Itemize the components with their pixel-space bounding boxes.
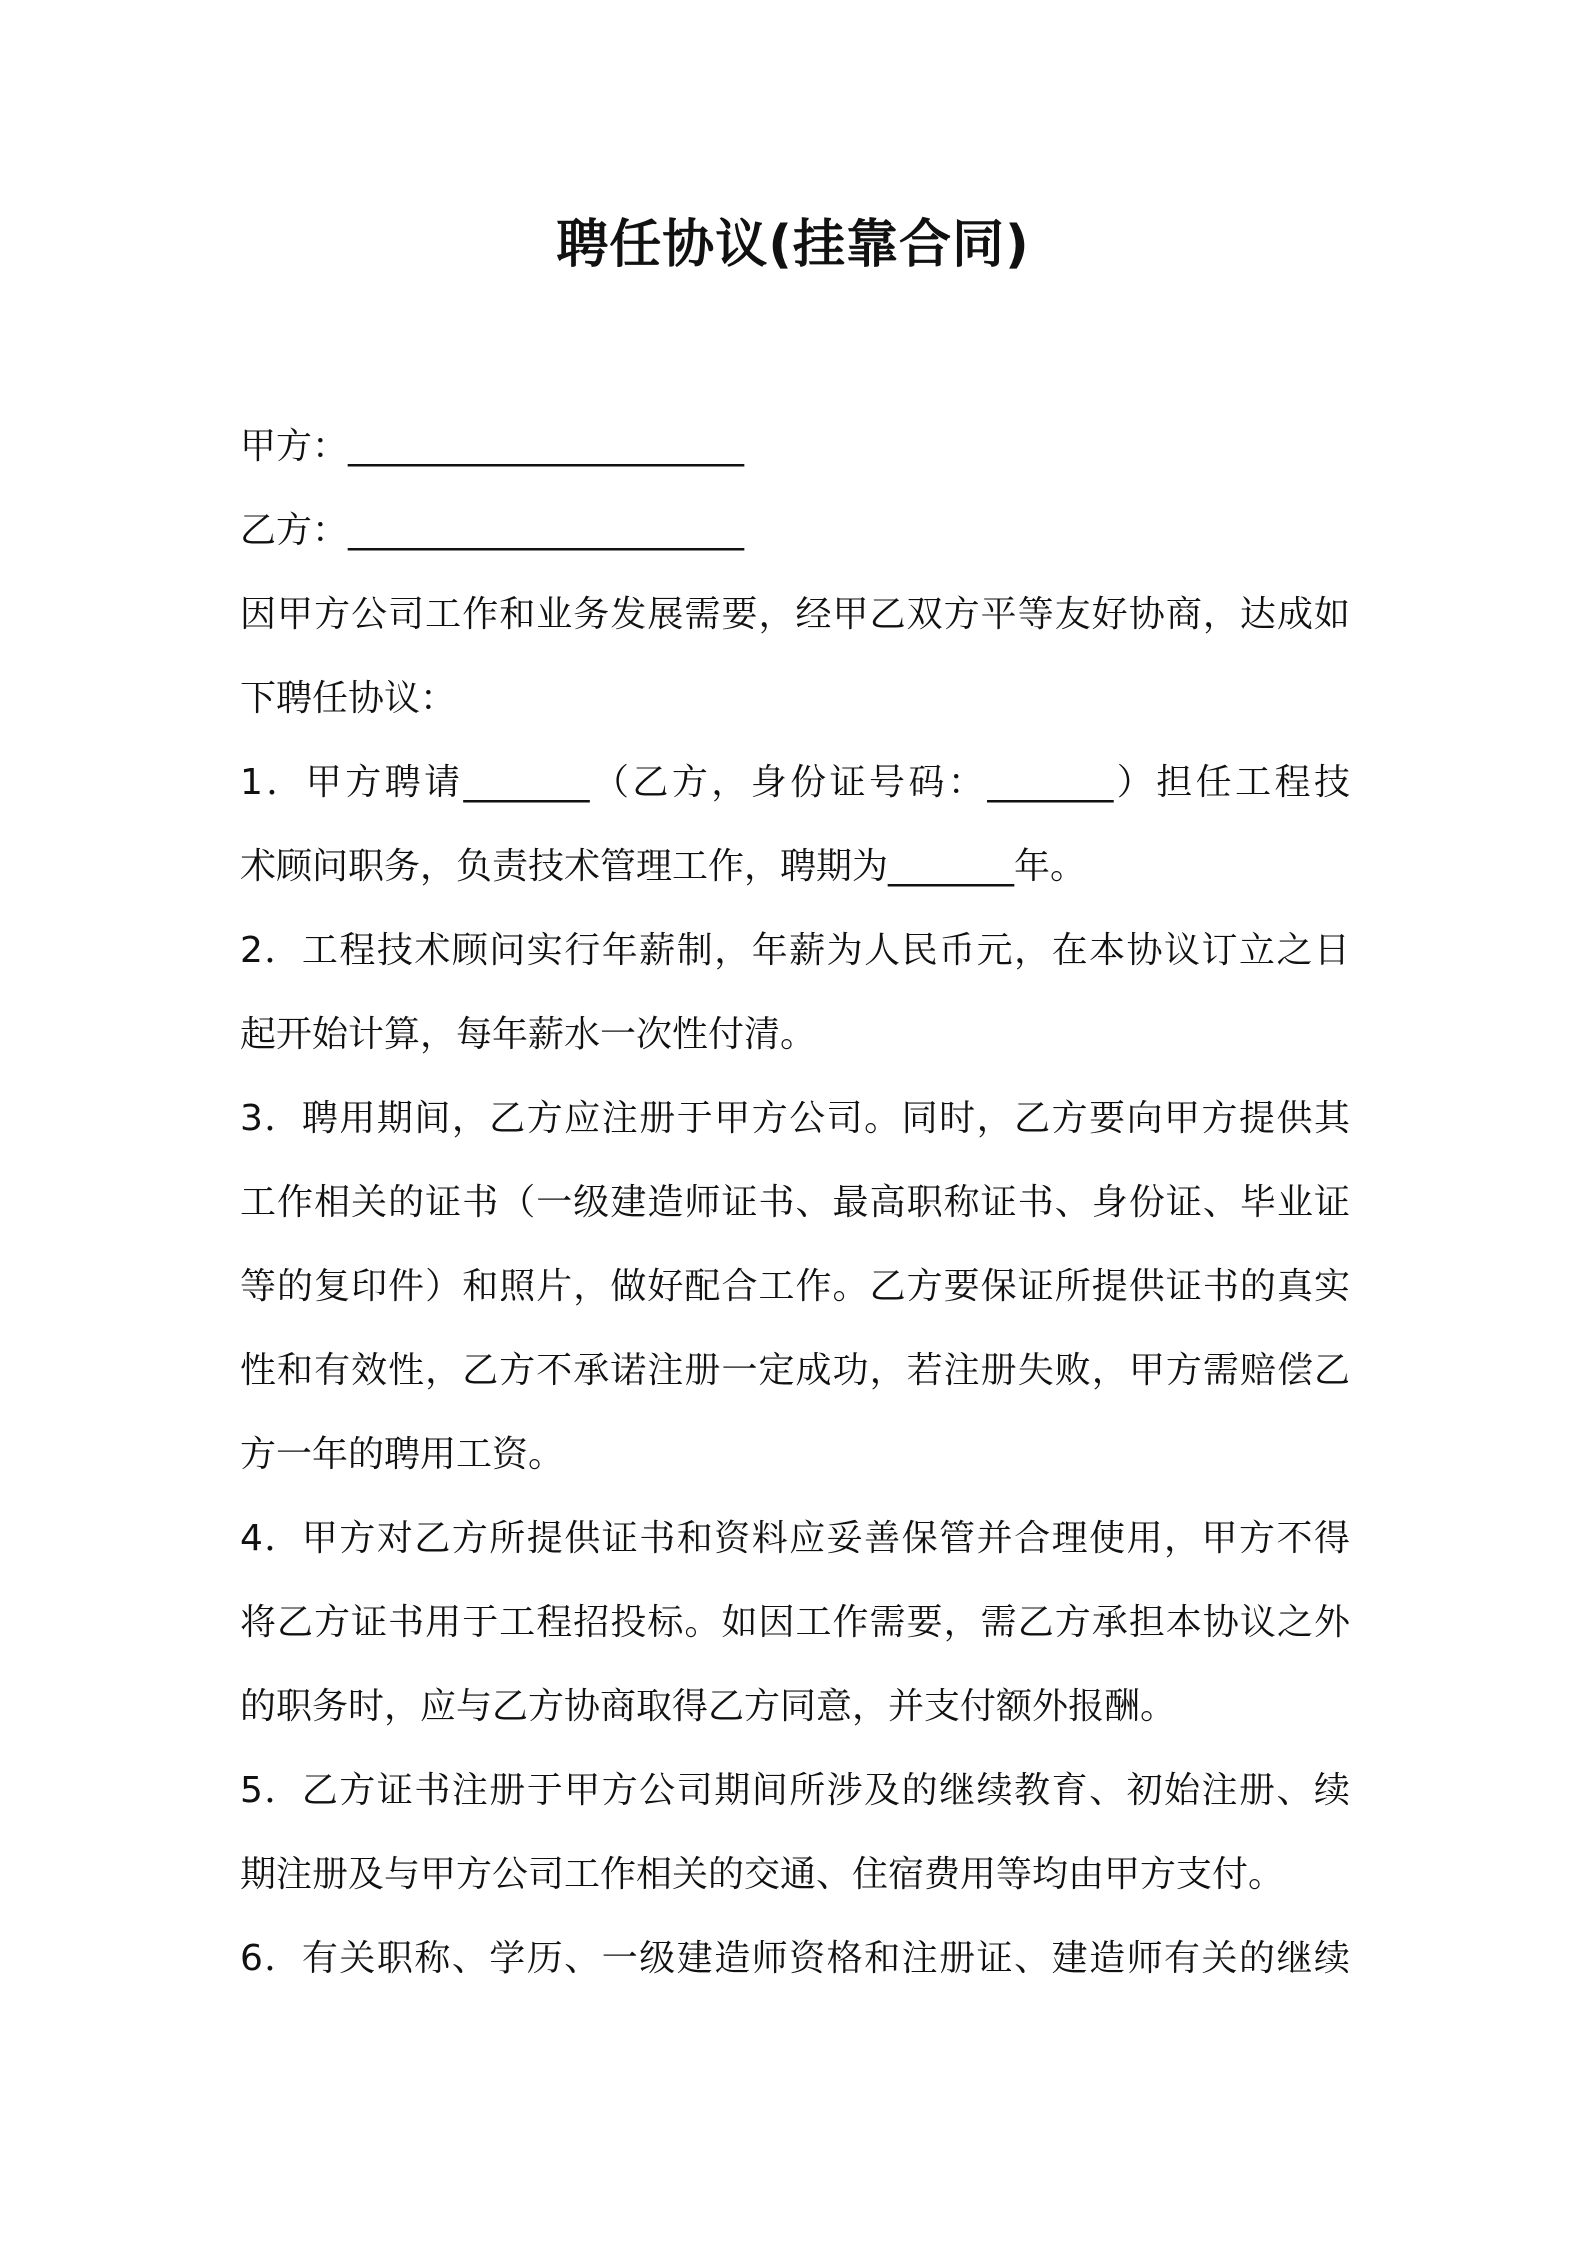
document-title: 聘任协议(挂靠合同) xyxy=(556,215,1030,275)
party-b-line: 乙方：______________________ xyxy=(240,510,745,551)
intro-line: 下聘任协议： xyxy=(240,678,457,719)
clause-3-line: 方一年的聘用工资。 xyxy=(240,1434,565,1475)
clause-4-line: 的职务时，应与乙方协商取得乙方同意，并支付额外报酬。 xyxy=(240,1686,1177,1727)
intro-line: 因甲方公司工作和业务发展需要，经甲乙双方平等友好协商，达成如 xyxy=(240,594,1350,635)
clause-3-line: 工作相关的证书（一级建造师证书、最高职称证书、身份证、毕业证 xyxy=(240,1182,1350,1223)
clause-3-line: 3．聘用期间，乙方应注册于甲方公司。同时，乙方要向甲方提供其 xyxy=(240,1098,1350,1139)
clause-6-line: 6．有关职称、学历、一级建造师资格和注册证、建造师有关的继续 xyxy=(240,1938,1350,1979)
party-a-line: 甲方：______________________ xyxy=(240,426,745,467)
clause-3-line: 等的复印件）和照片，做好配合工作。乙方要保证所提供证书的真实 xyxy=(240,1266,1350,1307)
clause-4-line: 4．甲方对乙方所提供证书和资料应妥善保管并合理使用，甲方不得 xyxy=(240,1518,1350,1559)
clause-4-line: 将乙方证书用于工程招投标。如因工作需要，需乙方承担本协议之外 xyxy=(240,1602,1350,1643)
clause-5-line: 期注册及与甲方公司工作相关的交通、住宿费用等均由甲方支付。 xyxy=(240,1854,1285,1895)
clause-1-line: 术顾问职务，负责技术管理工作，聘期为_______年。 xyxy=(240,846,1087,887)
clause-1-line: 1．甲方聘请_______（乙方，身份证号码：_______）担任工程技 xyxy=(240,762,1350,803)
clause-2-line: 起开始计算，每年薪水一次性付清。 xyxy=(240,1014,817,1055)
clause-3-line: 性和有效性，乙方不承诺注册一定成功，若注册失败，甲方需赔偿乙 xyxy=(240,1350,1350,1391)
clause-2-line: 2．工程技术顾问实行年薪制，年薪为人民币元，在本协议订立之日 xyxy=(240,930,1350,971)
document-body xyxy=(240,405,1350,2001)
clause-5-line: 5．乙方证书注册于甲方公司期间所涉及的继续教育、初始注册、续 xyxy=(240,1770,1350,1811)
